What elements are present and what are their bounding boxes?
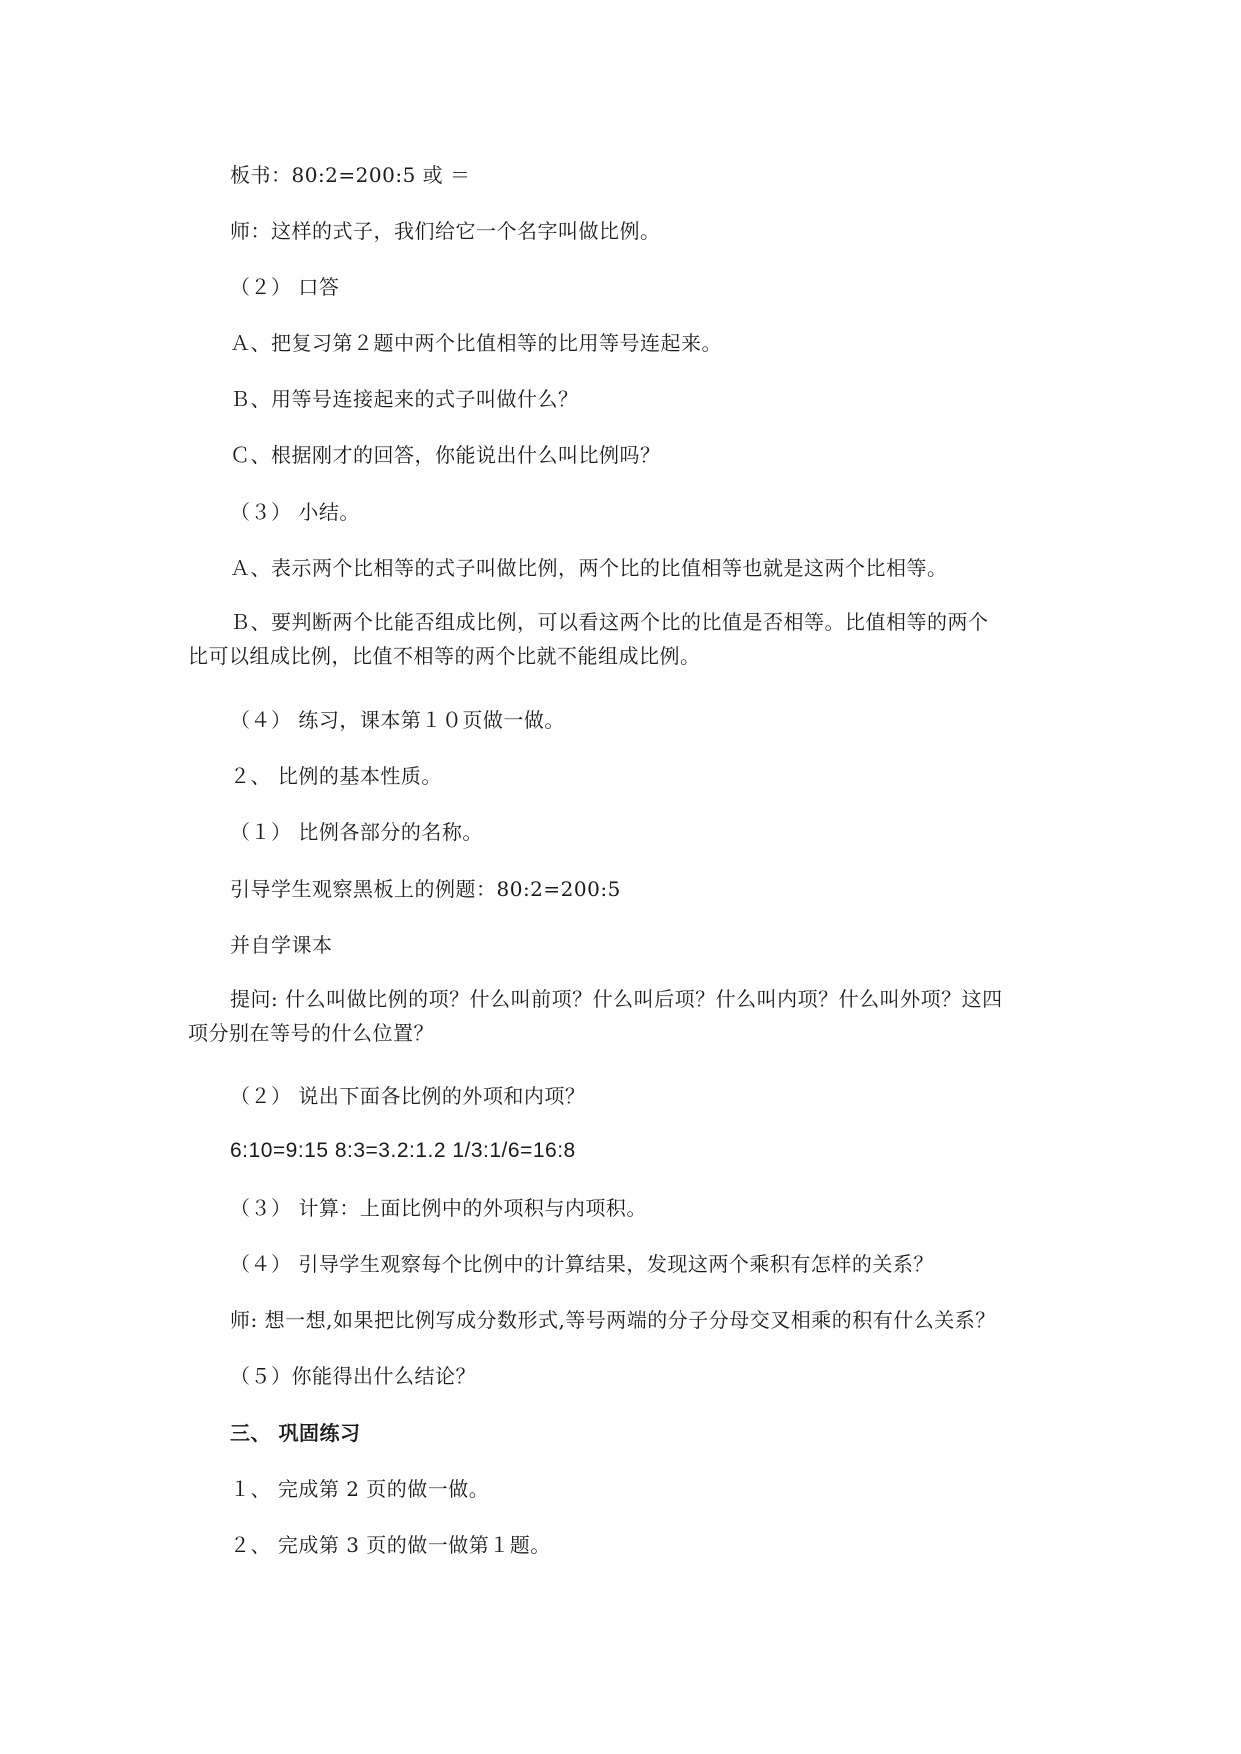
teacher-line: 师：这样的式子，我们给它一个名字叫做比例。 bbox=[230, 219, 661, 243]
section-conclusion: （５）你能得出什么结论？ bbox=[230, 1364, 476, 1388]
section-oral-answer: （２） 口答 bbox=[230, 275, 340, 299]
exercise-1: １、 完成第 2 页的做一做。 bbox=[230, 1477, 490, 1501]
exercise-2: ２、 完成第 3 页的做一做第１题。 bbox=[230, 1533, 551, 1557]
summary-b: Ｂ、要判断两个比能否组成比例，可以看这两个比的比值是否相等。比值相等的两个比可以组成比例，比值不相等的两个比就不能组成比例。 bbox=[188, 610, 989, 668]
item-c: Ｃ、根据刚才的回答，你能说出什么叫比例吗？ bbox=[230, 443, 661, 467]
section-terms: （２） 说出下面各比例的外项和内项？ bbox=[230, 1084, 586, 1108]
summary-a: Ａ、表示两个比相等的式子叫做比例，两个比的比值相等也就是这两个比相等。 bbox=[230, 556, 948, 580]
item-b: Ｂ、用等号连接起来的式子叫做什么？ bbox=[230, 387, 579, 411]
item-a: Ａ、把复习第２题中两个比值相等的比用等号连起来。 bbox=[230, 331, 722, 355]
teacher-think-line: 师: 想一想,如果把比例写成分数形式,等号两端的分子分母交叉相乘的积有什么关系？ bbox=[230, 1308, 996, 1332]
section-practice: （４） 练习，课本第１０页做一做。 bbox=[230, 708, 565, 732]
question-line: 提问: 什么叫做比例的项？什么叫前项？什么叫后项？什么叫内项？什么叫外项？这四项分别在等号的什么位置？ bbox=[188, 987, 1003, 1045]
proportion-examples: 6:10=9:15 8:3=3.2:1.2 1/3:1/6=16:8 bbox=[230, 1139, 576, 1162]
section-summary: （３） 小结。 bbox=[230, 500, 360, 524]
section-part-names: （１） 比例各部分的名称。 bbox=[230, 820, 483, 844]
self-study-line: 并自学课本 bbox=[230, 933, 333, 957]
section-basic-property: ２、 比例的基本性质。 bbox=[230, 764, 442, 788]
heading-consolidation: 三、 巩固练习 bbox=[230, 1421, 361, 1445]
guide-line: 引导学生观察黑板上的例题：80:2=200:5 bbox=[230, 877, 621, 901]
section-observe: （４） 引导学生观察每个比例中的计算结果，发现这两个乘积有怎样的关系？ bbox=[230, 1252, 934, 1276]
blackboard-line: 板书：80:2=200:5 或 ＝ bbox=[230, 163, 471, 187]
section-calculate: （３） 计算：上面比例中的外项积与内项积。 bbox=[230, 1196, 647, 1220]
